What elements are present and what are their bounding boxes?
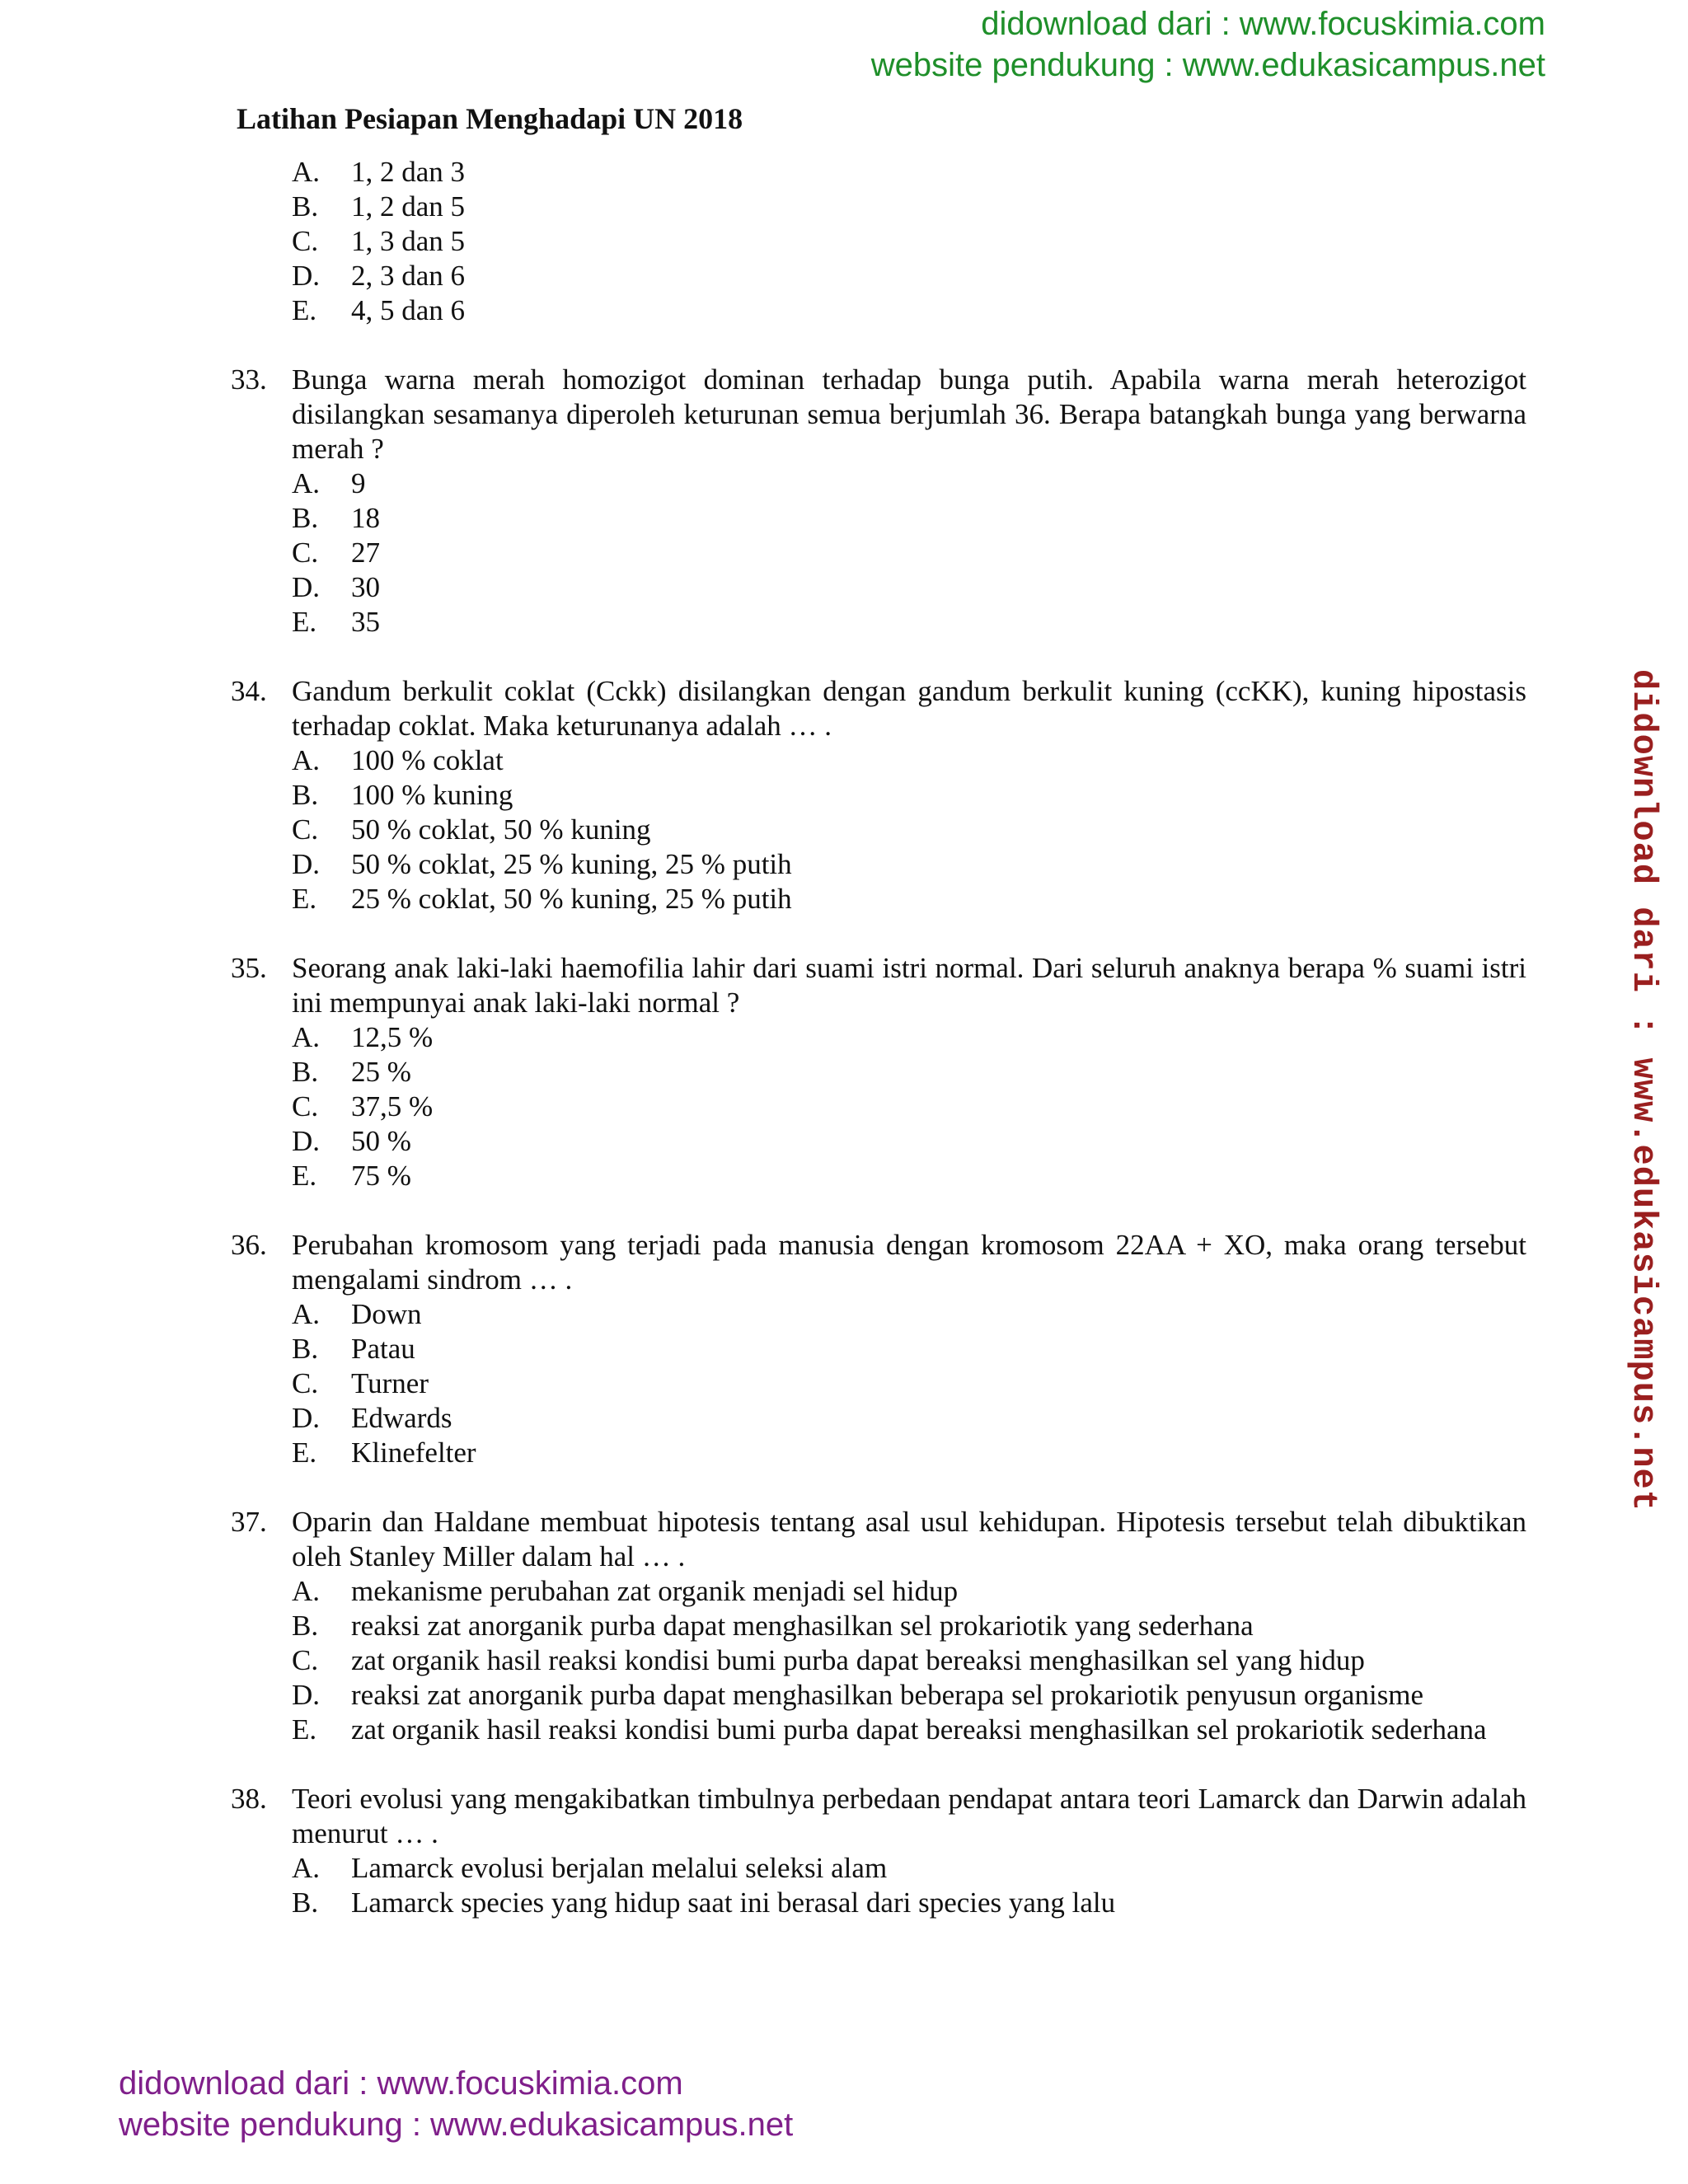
option-text: 12,5 % bbox=[351, 1021, 434, 1053]
question-text: Teori evolusi yang mengakibatkan timbulnya perbedaan pendapat antara teori Lamarck dan Darwin adalah menurut … . bbox=[292, 1783, 1526, 1849]
option bbox=[231, 1609, 1526, 1643]
document-title: Latihan Pesiapan Menghadapi UN 2018 bbox=[237, 102, 743, 135]
option-letter: A. bbox=[292, 1575, 321, 1607]
option-text: 4, 5 dan 6 bbox=[351, 294, 466, 326]
question-list bbox=[231, 155, 1526, 1955]
option-text: 25 % coklat, 50 % kuning, 25 % putih bbox=[351, 883, 792, 915]
question-text: Seorang anak laki-laki haemofilia lahir dari suami istri normal. Dari seluruh anaknya berapa % suami istri ini mempunyai anak laki-laki normal ? bbox=[292, 952, 1526, 1019]
option-text: Patau bbox=[351, 1333, 415, 1365]
option-letter: D. bbox=[292, 260, 321, 292]
option-letter: B. bbox=[292, 1056, 319, 1088]
option-text: 50 % coklat, 50 % kuning bbox=[351, 813, 651, 846]
footer-watermark-line2: website pendukung : www.edukasicampus.net bbox=[119, 2107, 794, 2143]
option bbox=[231, 1851, 1526, 1886]
option bbox=[231, 743, 1526, 778]
header-watermark-line2: website pendukung : www.edukasicampus.net bbox=[870, 47, 1545, 83]
option-letter: C. bbox=[292, 225, 319, 257]
question-number: 34. bbox=[231, 675, 267, 707]
option-text: 100 % coklat bbox=[351, 744, 504, 776]
question-text: Oparin dan Haldane membuat hipotesis tentang asal usul kehidupan. Hipotesis tersebut telah dibuktikan oleh Stanley Miller dalam hal … . bbox=[292, 1506, 1526, 1572]
header-watermark-line1: didownload dari : www.focuskimia.com bbox=[981, 6, 1545, 42]
option-text: 1, 2 dan 3 bbox=[351, 156, 466, 188]
option-letter: D. bbox=[292, 571, 321, 603]
option-letter: E. bbox=[292, 294, 317, 326]
option-text: 1, 3 dan 5 bbox=[351, 225, 466, 257]
option-text: Lamarck species yang hidup saat ini berasal dari species yang lalu bbox=[351, 1886, 1116, 1919]
question-text: Gandum berkulit coklat (Cckk) disilangkan dengan gandum berkulit kuning (ccKK), kuning hipostasis terhadap coklat. Maka keturunanya adalah … . bbox=[292, 675, 1526, 742]
question-37 bbox=[231, 1505, 1526, 1747]
question-number: 38. bbox=[231, 1783, 267, 1815]
option-letter: C. bbox=[292, 1090, 319, 1122]
question-34 bbox=[231, 674, 1526, 916]
option bbox=[231, 1332, 1526, 1366]
option-text: 37,5 % bbox=[351, 1090, 434, 1122]
option-letter: E. bbox=[292, 1436, 317, 1469]
question-38 bbox=[231, 1782, 1526, 1920]
previous-question-options bbox=[231, 155, 1526, 328]
option-letter: B. bbox=[292, 779, 319, 811]
question-35 bbox=[231, 951, 1526, 1193]
question-text: Perubahan kromosom yang terjadi pada manusia dengan kromosom 22AA + XO, maka orang tersebut mengalami sindrom … . bbox=[292, 1229, 1526, 1296]
option-letter: E. bbox=[292, 883, 317, 915]
option-text: Down bbox=[351, 1298, 422, 1330]
option-letter: A. bbox=[292, 1021, 321, 1053]
option-text: reaksi zat anorganik purba dapat menghasilkan beberapa sel prokariotik penyusun organisme bbox=[351, 1679, 1424, 1711]
option bbox=[231, 259, 1526, 293]
option bbox=[231, 1020, 1526, 1055]
option-text: Turner bbox=[351, 1367, 429, 1399]
option-letter: C. bbox=[292, 1367, 319, 1399]
option-text: reaksi zat anorganik purba dapat menghasilkan sel prokariotik yang sederhana bbox=[351, 1610, 1254, 1642]
option-text: 1, 2 dan 5 bbox=[351, 190, 466, 223]
option bbox=[231, 501, 1526, 536]
side-watermark: didownload dari : www.edukasicampus.net bbox=[1624, 669, 1663, 1511]
question-36 bbox=[231, 1228, 1526, 1470]
option-letter: C. bbox=[292, 813, 319, 846]
option bbox=[231, 882, 1526, 916]
question-number: 37. bbox=[231, 1506, 267, 1538]
option-letter: B. bbox=[292, 190, 319, 223]
option-letter: E. bbox=[292, 606, 317, 638]
option-text: 35 bbox=[351, 606, 380, 638]
option-letter: C. bbox=[292, 537, 319, 569]
option bbox=[231, 1436, 1526, 1470]
header-watermark bbox=[871, 3, 1545, 86]
option-letter: B. bbox=[292, 1886, 319, 1919]
option-text: Klinefelter bbox=[351, 1436, 476, 1469]
option-text: 50 % coklat, 25 % kuning, 25 % putih bbox=[351, 848, 792, 880]
option-letter: D. bbox=[292, 1402, 321, 1434]
option-text: 30 bbox=[351, 571, 380, 603]
option bbox=[231, 1055, 1526, 1090]
option bbox=[231, 1090, 1526, 1124]
option-letter: A. bbox=[292, 744, 321, 776]
option-text: 25 % bbox=[351, 1056, 411, 1088]
option-letter: B. bbox=[292, 1610, 319, 1642]
option bbox=[231, 778, 1526, 813]
option bbox=[231, 605, 1526, 640]
option-letter: A. bbox=[292, 1852, 321, 1884]
question-text: Bunga warna merah homozigot dominan terhadap bunga putih. Apabila warna merah heterozigot disilangkan sesamanya diperoleh keturunan semua berjumlah 36. Berapa batangkah bunga yang berwarna merah ? bbox=[292, 363, 1526, 465]
option-text: 100 % kuning bbox=[351, 779, 513, 811]
option-letter: C. bbox=[292, 1644, 319, 1676]
question-33 bbox=[231, 363, 1526, 640]
option bbox=[231, 1297, 1526, 1332]
option-letter: D. bbox=[292, 1125, 321, 1157]
option-letter: E. bbox=[292, 1160, 317, 1192]
option-letter: A. bbox=[292, 156, 321, 188]
option bbox=[231, 1643, 1526, 1678]
option bbox=[231, 1886, 1526, 1920]
option bbox=[231, 813, 1526, 847]
option-text: Edwards bbox=[351, 1402, 452, 1434]
option-text: 9 bbox=[351, 467, 366, 499]
question-number: 33. bbox=[231, 363, 267, 396]
option-letter: B. bbox=[292, 1333, 319, 1365]
option-text: 50 % bbox=[351, 1125, 411, 1157]
option-letter: A. bbox=[292, 1298, 321, 1330]
option-text: zat organik hasil reaksi kondisi bumi purba dapat bereaksi menghasilkan sel prokariotik sederhana bbox=[351, 1713, 1487, 1746]
question-number: 35. bbox=[231, 952, 267, 984]
option bbox=[231, 1124, 1526, 1159]
option bbox=[231, 1401, 1526, 1436]
option bbox=[231, 1159, 1526, 1193]
option bbox=[231, 1678, 1526, 1713]
option-text: Lamarck evolusi berjalan melalui seleksi alam bbox=[351, 1852, 888, 1884]
option-letter: B. bbox=[292, 502, 319, 534]
option bbox=[231, 847, 1526, 882]
option-letter: D. bbox=[292, 848, 321, 880]
question-number: 36. bbox=[231, 1229, 267, 1261]
option bbox=[231, 293, 1526, 328]
option-letter: E. bbox=[292, 1713, 317, 1746]
option-text: 2, 3 dan 6 bbox=[351, 260, 466, 292]
footer-watermark-line1: didownload dari : www.focuskimia.com bbox=[119, 2065, 683, 2102]
option bbox=[231, 570, 1526, 605]
option bbox=[231, 536, 1526, 570]
option bbox=[231, 466, 1526, 501]
option-text: 27 bbox=[351, 537, 380, 569]
option-letter: A. bbox=[292, 467, 321, 499]
option bbox=[231, 1574, 1526, 1609]
option-text: zat organik hasil reaksi kondisi bumi purba dapat bereaksi menghasilkan sel yang hidup bbox=[351, 1644, 1365, 1676]
option bbox=[231, 1713, 1526, 1747]
option-text: 75 % bbox=[351, 1160, 411, 1192]
option-text: mekanisme perubahan zat organik menjadi sel hidup bbox=[351, 1575, 959, 1607]
option bbox=[231, 155, 1526, 190]
option-text: 18 bbox=[351, 502, 380, 534]
option bbox=[231, 190, 1526, 224]
footer-watermark bbox=[119, 2063, 793, 2145]
option bbox=[231, 1366, 1526, 1401]
option bbox=[231, 224, 1526, 259]
option-letter: D. bbox=[292, 1679, 321, 1711]
